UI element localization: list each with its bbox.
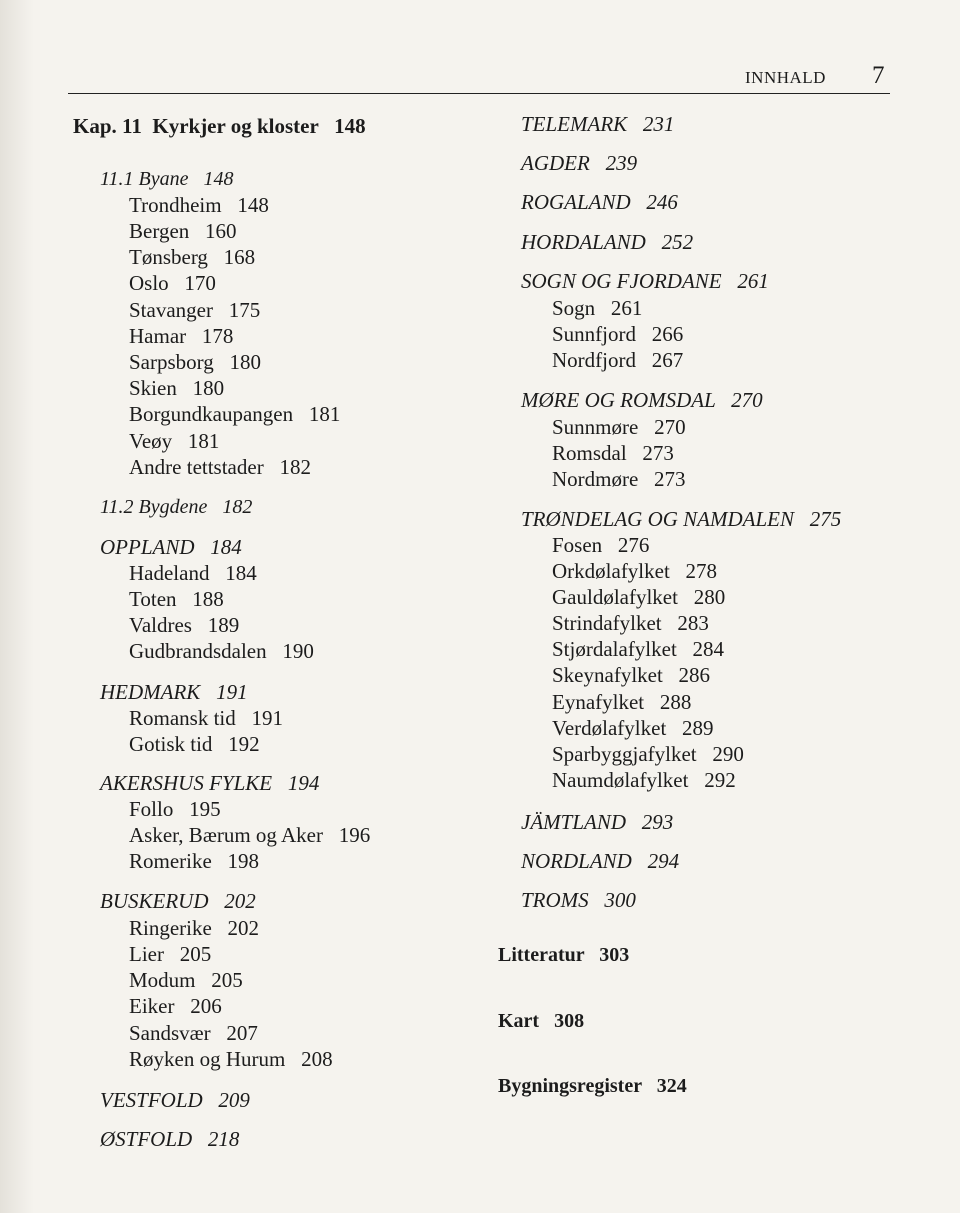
toc-region-heading[interactable]: HORDALAND 252 [521,230,694,254]
toc-entry[interactable]: Røyken og Hurum 208 [129,1047,333,1071]
toc-section-heading[interactable]: 11.2 Bygdene 182 [100,496,253,518]
running-title: INNHALD [745,68,826,87]
toc-entry[interactable]: Gauldølafylket 280 [552,585,726,609]
toc-region-heading[interactable]: TRØNDELAG OG NAMDALEN 275 [521,507,842,531]
toc-region-heading[interactable]: BUSKERUD 202 [100,889,256,913]
toc-region-heading[interactable]: TROMS 300 [521,888,636,912]
toc-entry[interactable]: Sparbyggjafylket 290 [552,742,744,766]
toc-entry[interactable]: Fosen 276 [552,533,650,557]
toc-entry[interactable]: Ringerike 202 [129,916,260,940]
toc-building-register[interactable]: Bygningsregister 324 [498,1075,687,1097]
toc-entry[interactable]: Sunnfjord 266 [552,322,684,346]
toc-entry[interactable]: Bergen 160 [129,219,237,243]
toc-entry[interactable]: Toten 188 [129,587,224,611]
toc-entry[interactable]: Veøy 181 [129,429,220,453]
toc-entry[interactable]: Orkdølafylket 278 [552,559,718,583]
toc-entry[interactable]: Gotisk tid 192 [129,732,260,756]
toc-region-heading[interactable]: MØRE OG ROMSDAL 270 [521,388,763,412]
toc-region-heading[interactable]: SOGN OG FJORDANE 261 [521,269,769,293]
toc-entry[interactable]: Naumdølafylket 292 [552,768,736,792]
toc-entry[interactable]: Modum 205 [129,968,243,992]
toc-entry[interactable]: Stjørdalafylket 284 [552,637,725,661]
toc-region-heading[interactable]: AGDER 239 [521,151,638,175]
toc-region-heading[interactable]: NORDLAND 294 [521,849,680,873]
page-number: 7 [872,62,885,89]
toc-entry[interactable]: Sarpsborg 180 [129,350,262,374]
toc-region-heading[interactable]: JÄMTLAND 293 [521,810,674,834]
toc-section-heading[interactable]: 11.1 Byane 148 [100,168,234,190]
toc-region-heading[interactable]: TELEMARK 231 [521,112,675,136]
toc-region-heading[interactable]: ROGALAND 246 [521,190,678,214]
toc-entry[interactable]: Stavanger 175 [129,298,261,322]
toc-entry[interactable]: Lier 205 [129,942,212,966]
toc-chapter-heading[interactable]: Kap. 11 Kyrkjer og kloster 148 [73,114,366,138]
toc-region-heading[interactable]: VESTFOLD 209 [100,1088,250,1112]
toc-entry[interactable]: Follo 195 [129,797,221,821]
toc-maps[interactable]: Kart 308 [498,1010,585,1032]
page-header [0,64,960,94]
toc-entry[interactable]: Hadeland 184 [129,561,257,585]
toc-entry[interactable]: Hamar 178 [129,324,234,348]
toc-region-heading[interactable]: AKERSHUS FYLKE 194 [100,771,320,795]
toc-entry[interactable]: Eynafylket 288 [552,690,692,714]
toc-entry[interactable]: Skien 180 [129,376,225,400]
toc-entry[interactable]: Andre tettstader 182 [129,455,311,479]
toc-entry[interactable]: Nordfjord 267 [552,348,684,372]
toc-entry[interactable]: Tønsberg 168 [129,245,256,269]
toc-entry[interactable]: Strindafylket 283 [552,611,709,635]
toc-entry[interactable]: Sogn 261 [552,296,643,320]
toc-entry[interactable]: Asker, Bærum og Aker 196 [129,823,371,847]
toc-region-heading[interactable]: HEDMARK 191 [100,680,248,704]
toc-entry[interactable]: Verdølafylket 289 [552,716,714,740]
toc-entry[interactable]: Gudbrandsdalen 190 [129,639,314,663]
toc-entry[interactable]: Skeynafylket 286 [552,663,711,687]
toc-entry[interactable]: Romerike 198 [129,849,260,873]
toc-entry[interactable]: Nordmøre 273 [552,467,686,491]
toc-entry[interactable]: Romansk tid 191 [129,706,284,730]
page-binding-edge [0,0,34,1213]
toc-region-heading[interactable]: OPPLAND 184 [100,535,242,559]
toc-entry[interactable]: Sunnmøre 270 [552,415,686,439]
toc-entry[interactable]: Eiker 206 [129,994,222,1018]
toc-entry[interactable]: Borgundkaupangen 181 [129,402,341,426]
toc-entry[interactable]: Sandsvær 207 [129,1021,258,1045]
toc-entry[interactable]: Romsdal 273 [552,441,674,465]
toc-entry[interactable]: Oslo 170 [129,271,216,295]
toc-entry[interactable]: Valdres 189 [129,613,240,637]
toc-region-heading[interactable]: ØSTFOLD 218 [100,1127,240,1151]
toc-literature[interactable]: Litteratur 303 [498,944,630,966]
toc-entry[interactable]: Trondheim 148 [129,193,269,217]
header-rule [68,93,890,94]
